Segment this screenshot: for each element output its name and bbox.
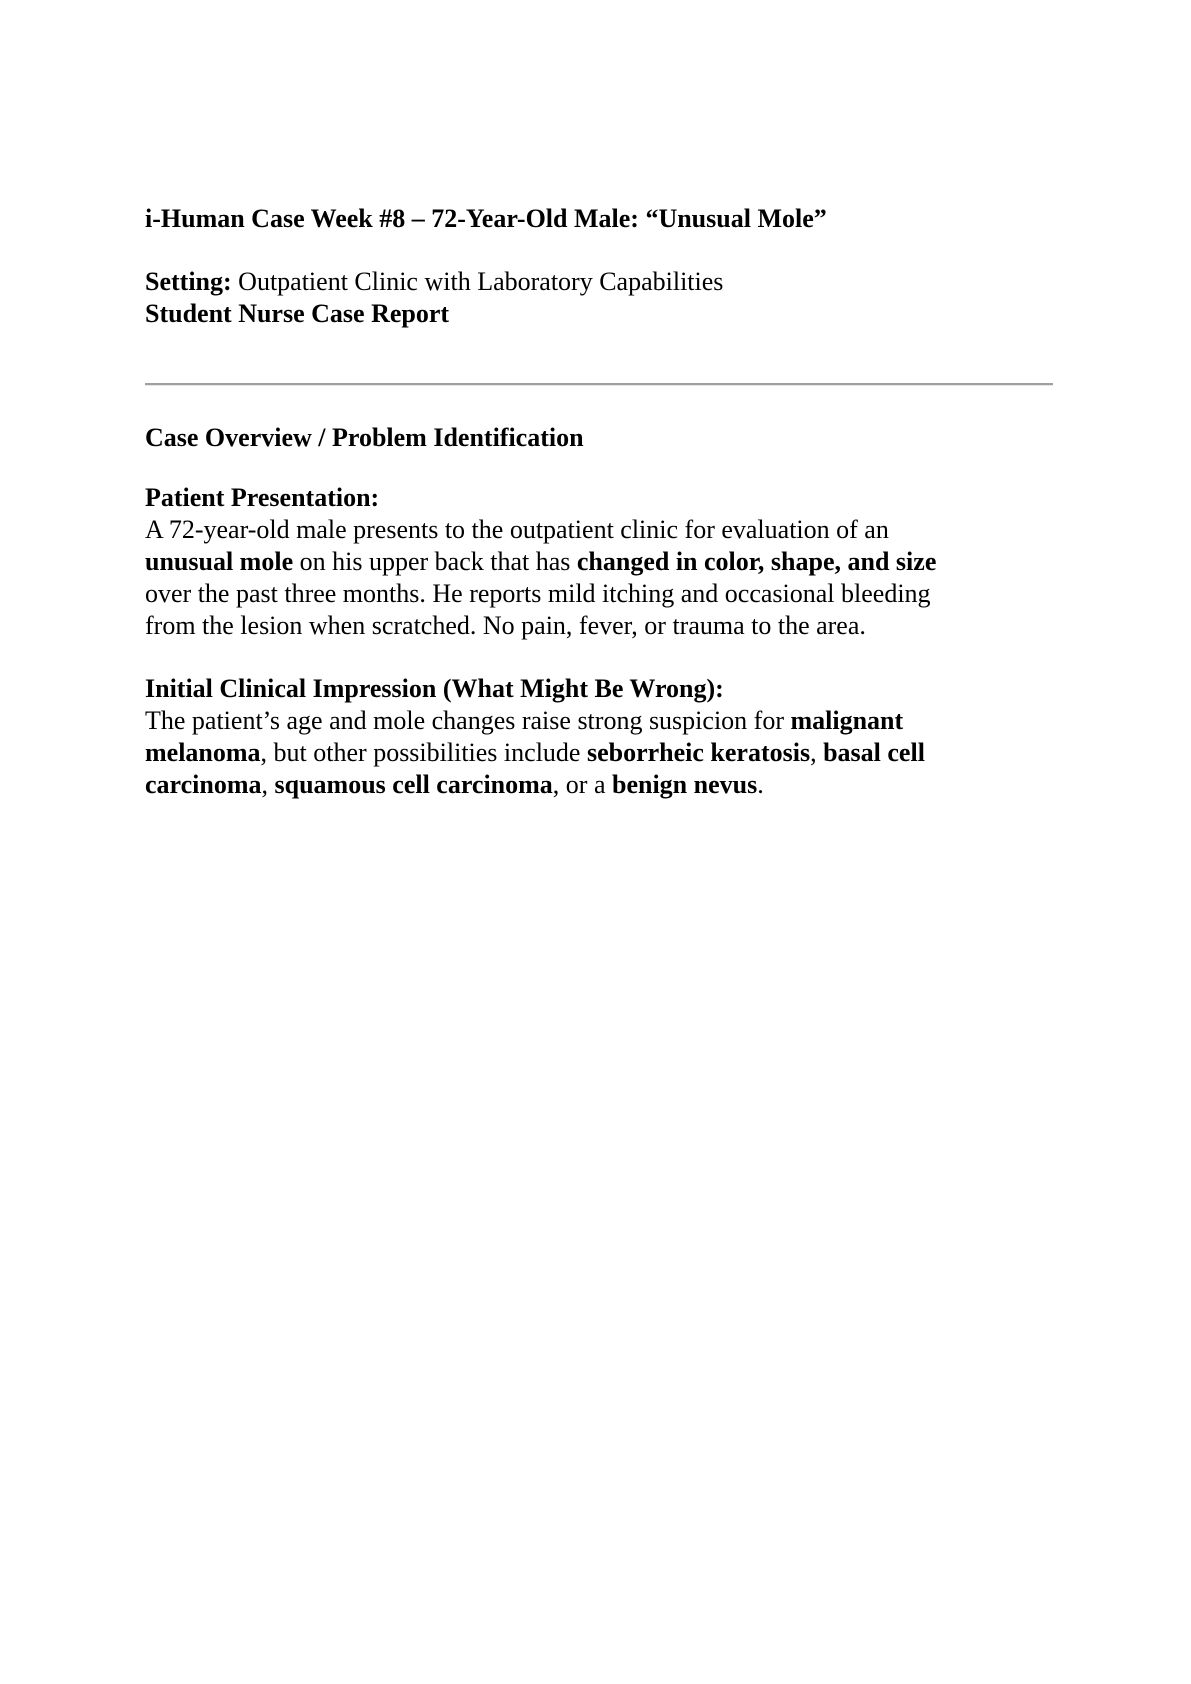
text-run: A 72-year-old male presents to the outpatient clinic for evaluation of an <box>145 515 889 544</box>
patient-presentation-heading: Patient Presentation: <box>145 483 380 512</box>
text-run: over the past three months. He reports mild itching and occasional bleeding <box>145 579 931 608</box>
text-run: , <box>810 738 824 767</box>
text-run: The patient’s age and mole changes raise strong suspicion for <box>145 706 791 735</box>
patient-presentation-section <box>145 482 1055 642</box>
text-run: from the lesion when scratched. No pain, fever, or trauma to the area. <box>145 611 866 640</box>
bold-text-run: melanoma <box>145 738 261 767</box>
clinical-impression-paragraph <box>145 705 1055 801</box>
clinical-impression-section <box>145 673 1055 801</box>
clinical-impression-heading: Initial Clinical Impression (What Might Be Wrong): <box>145 674 724 703</box>
bold-text-run: unusual mole <box>145 547 294 576</box>
document-title: i-Human Case Week #8 – 72-Year-Old Male: “Unusual Mole” <box>145 204 827 233</box>
paragraph-line <box>145 737 1055 769</box>
text-run: . <box>757 770 764 799</box>
bold-text-run: squamous cell carcinoma <box>274 770 553 799</box>
paragraph-line <box>145 514 1055 546</box>
paragraph-line <box>145 769 1055 801</box>
horizontal-divider <box>145 383 1053 386</box>
paragraph-line <box>145 578 1055 610</box>
bold-text-run: seborrheic keratosis <box>586 738 811 767</box>
patient-presentation-paragraph <box>145 514 1055 642</box>
setting-line <box>145 266 723 298</box>
bold-text-run: basal cell <box>823 738 925 767</box>
setting-label: Setting: <box>145 267 232 296</box>
text-run: , but other possibilities include <box>260 738 587 767</box>
paragraph-line <box>145 705 1055 737</box>
text-run: , or a <box>552 770 612 799</box>
bold-text-run: benign nevus <box>612 770 758 799</box>
paragraph-line <box>145 610 1055 642</box>
section-heading: Case Overview / Problem Identification <box>145 423 584 452</box>
bold-text-run: changed in color, shape, and size <box>576 547 937 576</box>
text-run: on his upper back that has <box>293 547 577 576</box>
bold-text-run: carcinoma <box>145 770 262 799</box>
bold-text-run: malignant <box>790 706 904 735</box>
setting-value: Outpatient Clinic with Laboratory Capabilities <box>238 267 724 296</box>
report-subtitle: Student Nurse Case Report <box>145 299 450 328</box>
text-run: , <box>261 770 275 799</box>
paragraph-line <box>145 546 1055 578</box>
